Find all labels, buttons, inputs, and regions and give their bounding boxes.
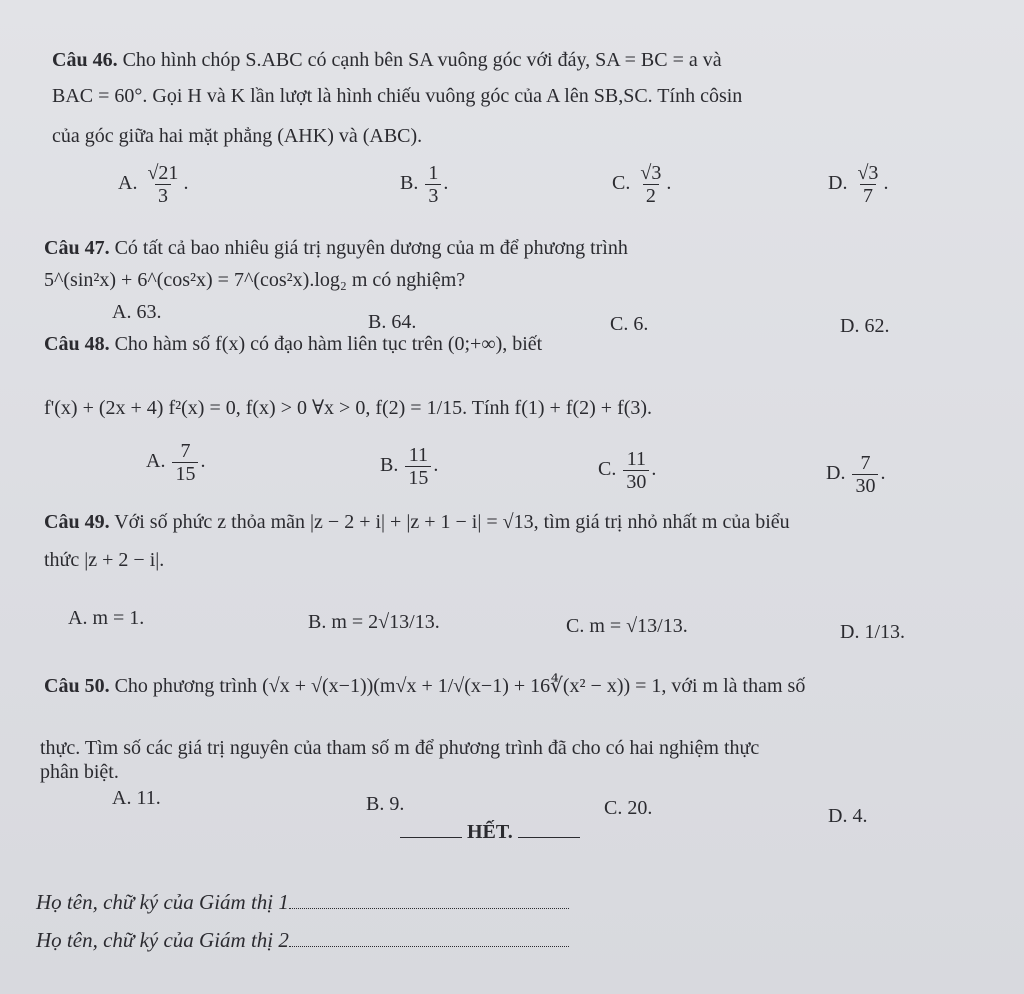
q49-option-c: C. m = √13/13. (566, 615, 688, 637)
end-marker (400, 820, 580, 844)
q48-condition: f'(x) + (2x + 4) f²(x) = 0, f(x) > 0 ∀x > 0, f(2) = 1/15. Tính f(1) + f(2) + f(3). (44, 397, 653, 419)
q46-text1: Cho hình chóp S.ABC có cạnh bên SA vuông góc với đáy, SA = BC = a và (122, 49, 722, 71)
q50-option-a: A. 11. (112, 787, 161, 809)
q47-title: Câu 47. (44, 237, 110, 259)
q50-option-b: B. 9. (366, 793, 405, 815)
signature-line-1 (36, 890, 569, 915)
end-dash-left (400, 823, 462, 838)
signature-dots-2 (289, 928, 569, 947)
q50-line1 (44, 674, 805, 698)
q50-option-d: D. 4. (828, 805, 868, 827)
signature-dots-1 (289, 890, 569, 909)
q47-equation: 5^(sin²x) + 6^(cos²x) = 7^(cos²x).log₂ m có nghiệm? (44, 269, 466, 291)
q48-title: Câu 48. (44, 333, 110, 355)
q46-option-a: A. $\frac{√21}{3}$ . (118, 162, 189, 207)
signature-line-2 (36, 928, 569, 953)
q47-line1 (44, 236, 628, 260)
q49-option-d: D. 1/13. (840, 621, 905, 643)
q50-option-c: C. 20. (604, 797, 653, 819)
q46-option-d: D. $\frac{√3}{7}$ . (828, 162, 889, 207)
q50-text2: thực. Tìm số các giá trị nguyên của tham số m để phương trình đã cho có hai nghiệm thực (40, 737, 760, 759)
q49-text1: Với số phức z thỏa mãn |z − 2 + i| + |z + 1 − i| = √13, tìm giá trị nhỏ nhất m của biểu (114, 511, 790, 533)
q49-line1 (44, 510, 790, 534)
q50-text1: Cho phương trình (√x + √(x−1))(m√x + 1/√(x−1) + 16∜(x² − x)) = 1, với m là tham số (114, 675, 806, 697)
q48-line1 (44, 332, 542, 356)
end-text: HẾT. (467, 821, 513, 843)
q50-text3: phân biệt. (40, 761, 119, 783)
q48-option-a: A. $\frac{7}{15}$ . (146, 440, 206, 485)
q47-option-d: D. 62. (840, 315, 890, 337)
q49-text2: thức |z + 2 − i|. (44, 549, 165, 571)
q46-text2: BAC = 60°. Gọi H và K lần lượt là hình chiếu vuông góc của A lên SB,SC. Tính côsin (52, 85, 743, 107)
q48-option-d: D. $\frac{7}{30}$ . (826, 452, 886, 497)
q47-option-a: A. 63. (112, 301, 162, 323)
q50-title: Câu 50. (44, 675, 110, 697)
q49-title: Câu 49. (44, 511, 110, 533)
end-dash-right (518, 823, 580, 838)
q47-text1: Có tất cả bao nhiêu giá trị nguyên dương của m để phương trình (114, 237, 628, 259)
q46-title: Câu 46. (52, 49, 118, 71)
q48-option-c: C. $\frac{11}{30}$ . (598, 448, 657, 493)
q48-option-b: B. $\frac{11}{15}$ . (380, 444, 439, 489)
q47-option-c: C. 6. (610, 313, 649, 335)
q46-option-c: C. $\frac{√3}{2}$ . (612, 162, 672, 207)
q49-option-a: A. m = 1. (68, 607, 145, 629)
q47-option-b: B. 64. (368, 311, 417, 333)
q46-line1 (52, 48, 722, 72)
q49-option-b: B. m = 2√13/13. (308, 611, 440, 633)
q46-option-b: B. $\frac{1}{3}$ . (400, 162, 449, 207)
signature-label-2: Họ tên, chữ ký của Giám thị 2 (36, 928, 289, 952)
q46-text3: của góc giữa hai mặt phẳng (AHK) và (ABC). (52, 125, 423, 147)
signature-label-1: Họ tên, chữ ký của Giám thị 1 (36, 890, 289, 914)
q48-text1: Cho hàm số f(x) có đạo hàm liên tục trên (0;+∞), biết (114, 333, 543, 355)
